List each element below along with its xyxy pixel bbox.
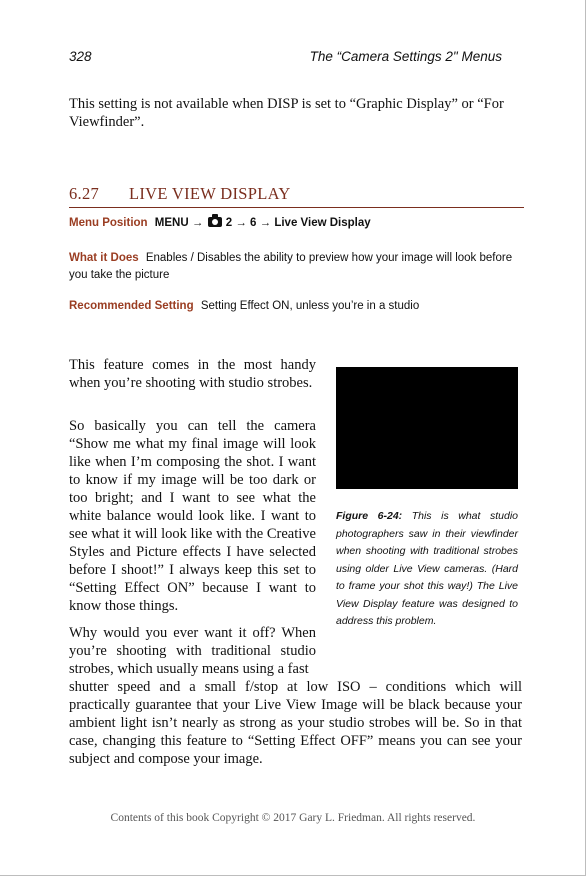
- menu-position-label: Menu Position: [69, 217, 148, 229]
- section-number: 6.27: [69, 184, 100, 203]
- body-paragraph-3-end: shutter speed and a small f/stop at low ISO – conditions which will practically guarantee that your Live View Image will be black because your ambient light isn’t nearly as strong as your studio strobes will be. So in that case, changing this feature to “Setting Effect OFF” means you can see your subject and compose your image.: [69, 679, 522, 767]
- what-text: Enables / Disables the ability to preview how your image will look before you take the picture: [69, 252, 513, 281]
- figure-label: Figure 6-24:: [336, 510, 403, 522]
- section-heading: [69, 184, 524, 208]
- figure-caption-text: This is what studio photographers saw in their viewfinder when shooting with traditional strobes using older Live View cameras. (Hard to frame your shot this way!) The Live View Display feature was designed to address this problem.: [336, 510, 518, 627]
- copyright-footer: Contents of this book Copyright © 2017 Gary L. Friedman. All rights reserved.: [110, 812, 476, 824]
- chapter-title: The “Camera Settings 2" Menus: [309, 49, 502, 64]
- intro-paragraph: This setting is not available when DISP is set to “Graphic Display” or “For Viewfinder”.: [69, 96, 504, 130]
- recommended-setting: [69, 298, 524, 315]
- body-paragraph-1: This feature comes in the most handy when you’re shooting with studio strobes.: [69, 357, 316, 391]
- camera-icon: [208, 217, 222, 227]
- running-header: [69, 49, 502, 64]
- rec-label: Recommended Setting: [69, 300, 194, 312]
- what-label: What it Does: [69, 252, 139, 264]
- what-it-does: [69, 250, 524, 284]
- section-title: LIVE VIEW DISPLAY: [129, 184, 291, 203]
- page-number: 328: [69, 49, 92, 64]
- figure-caption: [336, 508, 518, 631]
- menu-path-start: MENU →: [154, 217, 204, 229]
- rec-text: Setting Effect ON, unless you’re in a studio: [200, 300, 420, 312]
- body-paragraph-3-start: Why would you ever want it off? When you’re shooting with traditional studio strobes, which usually means using a fast: [69, 625, 316, 677]
- menu-position: [69, 215, 524, 232]
- figure-black-image: [336, 367, 518, 489]
- menu-path-end: 2 → 6 → Live View Display: [225, 217, 371, 229]
- body-paragraph-2: So basically you can tell the camera “Show me what my final image will look like when I’m composing the shot. I want to know if my image will be too dark or too bright; and I want to see what the white balance would look like. I want to see what it will look like with the Creative Styles and Picture effects I have selected before I shoot!” I always keep this set to “Setting Effect ON” because I want to know those things.: [69, 418, 316, 614]
